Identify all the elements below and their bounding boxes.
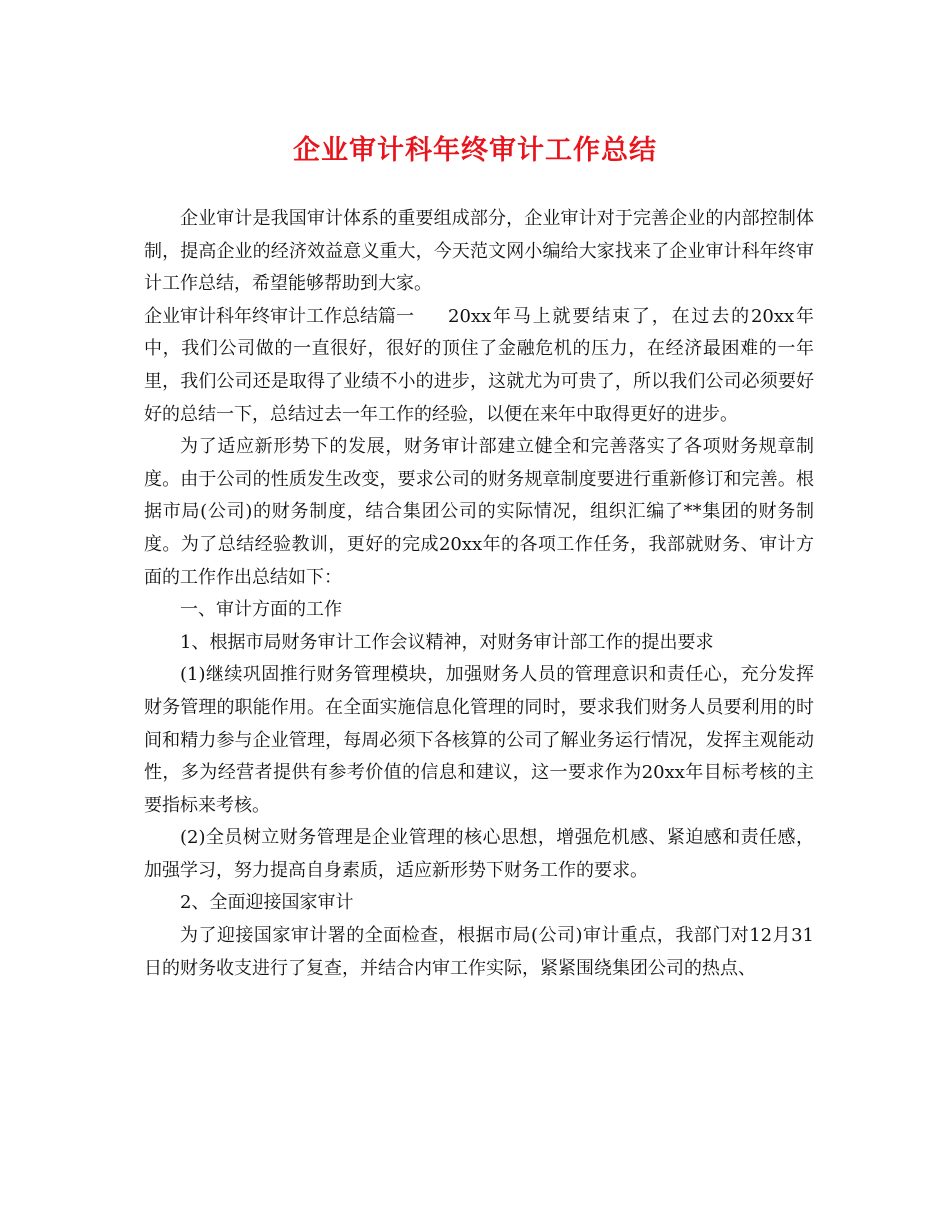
item1-sub2-paragraph: (2)全员树立财务管理是企业管理的核心思想，增强危机感、紧迫感和责任感，加强学习，努力提高自身素质，适应新形势下财务工作的要求。 bbox=[144, 827, 814, 881]
item1-heading: 1、根据市局财务审计工作会议精神，对财务审计部工作的提出要求 bbox=[180, 631, 714, 653]
intro-paragraph: 企业审计是我国审计体系的重要组成部分，企业审计对于完善企业的内部控制体制，提高企业的经济效益意义重大，今天范文网小编给大家找来了企业审计科年终审计工作总结，希望能够帮助到大家。 bbox=[144, 208, 814, 295]
finance-paragraph: 为了适应新形势下的发展，财务审计部建立健全和完善落实了各项财务规章制度。由于公司的性质发生改变，要求公司的财务规章制度要进行重新修订和完善。根据市局(公司)的财务制度，结合集团公司的实际情况，组织汇编了**集团的财务制度。为了总结经验教训，更好的完成20xx年的各项工作任务，我部就财务、审计方面的工作作出总结如下： bbox=[144, 436, 814, 588]
part1-heading: 企业审计科年终审计工作总结篇一 bbox=[144, 305, 414, 327]
part1-paragraph bbox=[144, 301, 814, 431]
document-title: 企业审计科年终审计工作总结 bbox=[293, 135, 657, 166]
item2-heading: 2、全面迎接国家审计 bbox=[180, 892, 354, 914]
item1-sub1-paragraph: (1)继续巩固推行财务管理模块，加强财务人员的管理意识和责任心，充分发挥财务管理的职能作用。在全面实施信息化管理的同时，要求我们财务人员要利用的时间和精力参与企业管理，每周必须下各核算的公司了解业务运行情况，发挥主观能动性，多为经营者提供有参考价值的信息和建议，这一要求作为20xx年目标考核的主要指标来考核。 bbox=[144, 664, 814, 816]
item2-paragraph: 为了迎接国家审计署的全面检查，根据市局(公司)审计重点，我部门对12月31日的财务收支进行了复查，并结合内审工作实际，紧紧围绕集团公司的热点、 bbox=[144, 925, 814, 979]
part1-text: 20xx年马上就要结束了，在过去的20xx年中，我们公司做的一直很好，很好的顶住了金融危机的压力，在经济最困难的一年里，我们公司还是取得了业绩不小的进步，这就尤为可贵了，所以我们公司必须要好好的总结一下，总结过去一年工作的经验，以便在来年中取得更好的进步。 bbox=[144, 305, 814, 425]
section1-heading: 一、审计方面的工作 bbox=[180, 599, 342, 621]
document-body bbox=[144, 203, 814, 985]
